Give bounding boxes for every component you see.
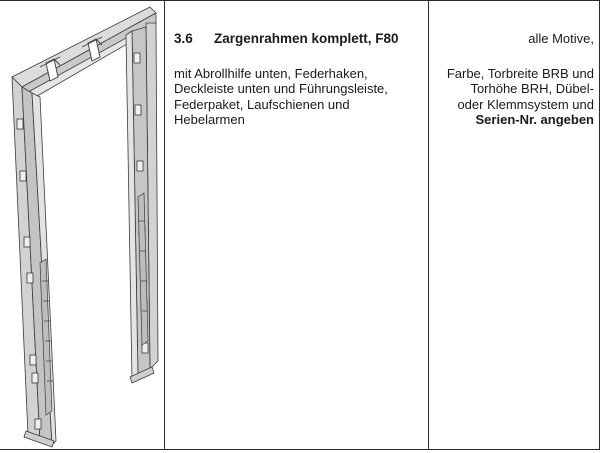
table-border-bottom [0,449,600,450]
description-line: Federpaket, Laufschienen und [174,96,350,112]
item-number: 3.6 [174,31,193,46]
illustration-cell [0,1,164,449]
column-divider-2 [428,0,429,450]
requirement-line: Torhöhe BRH, Dübel- [470,81,594,96]
description-line: Deckleiste unten und Führungsleiste, [174,81,388,96]
item-heading [174,31,424,47]
order-note-cell [432,31,594,128]
description-line: mit Abrollhilfe unten, Federhaken, [174,65,368,81]
description-cell [174,31,424,128]
description-line: Hebelarmen [174,112,245,127]
motive-note: alle Motive, [528,31,594,46]
requirement-line: oder Klemmsystem und [457,96,594,112]
item-description [174,66,424,128]
requirement-line: Farbe, Torbreite BRB und [446,65,594,81]
order-requirements [432,66,594,128]
item-title: Zargenrahmen komplett, F80 [214,31,399,46]
door-frame-illustration-icon [0,1,164,449]
column-divider-1 [164,0,165,450]
serial-number-note: Serien-Nr. angeben [475,112,594,127]
